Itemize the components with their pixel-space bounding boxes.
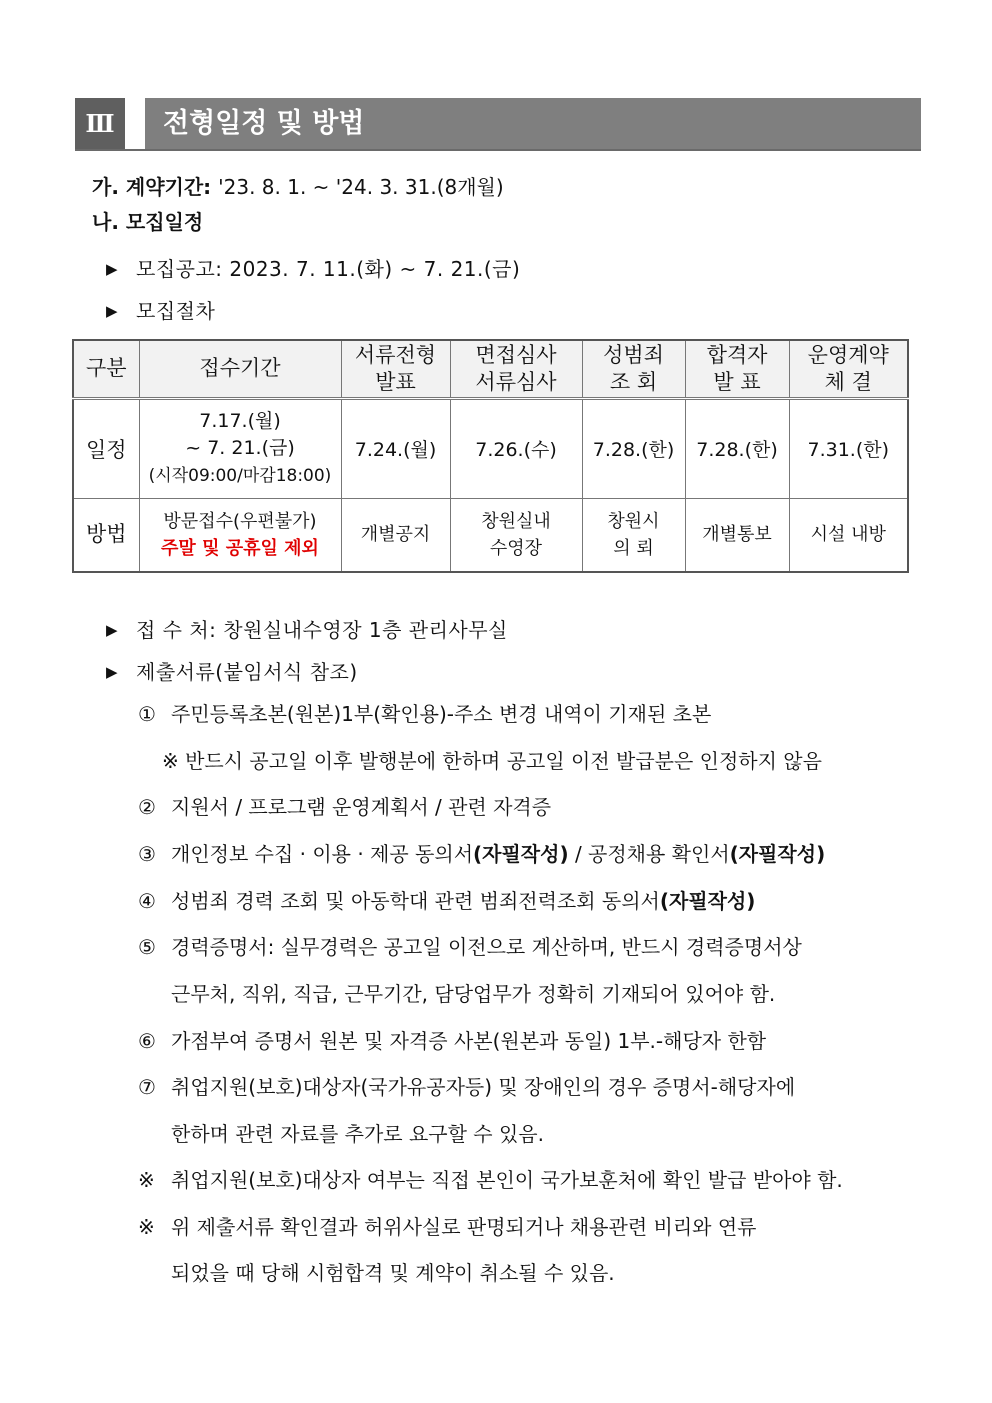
document-item-3: ③ 개인정보 수집 · 이용 · 제공 동의서(자필작성) / 공정채용 확인서(자필작성) — [138, 842, 826, 866]
header-period: 접수기간 — [139, 340, 341, 398]
procedure-bullet — [106, 295, 215, 324]
contract-period — [92, 171, 504, 200]
row-label-schedule: 일정 — [73, 398, 139, 498]
section-divider — [75, 149, 921, 151]
triangle-bullet-icon: ▶ — [106, 621, 119, 639]
header-doc-result: 서류전형 발표 — [341, 340, 450, 398]
document-item-1-note: ※ 반드시 공고일 이후 발행분에 한하며 공고일 이전 발급분은 인정하지 않음 — [162, 749, 822, 773]
document-item-6: ⑥ 가점부여 증명서 원본 및 자격증 사본(원본과 동일) 1부.-해당자 한함 — [138, 1029, 767, 1053]
documents-bullet — [106, 656, 358, 685]
announcement-text: 모집공고: 2023. 7. 11.(화) ~ 7. 21.(금) — [136, 257, 521, 281]
table-row-method — [73, 498, 908, 572]
schedule-table — [72, 339, 909, 573]
cell-crime-method: 창원시 의 뢰 — [582, 498, 685, 572]
document-item-5: ⑤ 경력증명서: 실무경력은 공고일 이전으로 계산하며, 반드시 경력증명서상 — [138, 935, 802, 959]
cell-pass-method: 개별통보 — [685, 498, 789, 572]
cell-doc-result-method: 개별공지 — [341, 498, 450, 572]
note-2: ※ 위 제출서류 확인결과 허위사실로 판명되거나 채용관련 비리와 연류 — [138, 1215, 757, 1239]
procedure-text: 모집절차 — [136, 299, 216, 323]
document-item-7-line2: 한하며 관련 자료를 추가로 요구할 수 있음. — [171, 1122, 544, 1146]
office-bullet — [106, 614, 508, 643]
contract-label: 가. 계약기간: — [92, 175, 212, 199]
header-interview: 면접심사 서류심사 — [450, 340, 582, 398]
cell-contract-method: 시설 내방 — [789, 498, 908, 572]
recruit-schedule-label: 나. 모집일정 — [92, 210, 204, 234]
row-label-method: 방법 — [73, 498, 139, 572]
cell-doc-result-date: 7.24.(월) — [341, 398, 450, 498]
document-item-5-line2: 근무처, 직위, 직급, 근무기간, 담당업무가 정확히 기재되어 있어야 함. — [171, 982, 776, 1006]
cell-period-schedule: 7.17.(월) ~ 7. 21.(금) (시작09:00/마감18:00) — [139, 398, 341, 498]
cell-pass-date: 7.28.(한) — [685, 398, 789, 498]
office-text: 접 수 처: 창원실내수영장 1층 관리사무실 — [136, 618, 508, 642]
note-1: ※ 취업지원(보호)대상자 여부는 직접 본인이 국가보훈처에 확인 발급 받아야 함. — [138, 1168, 843, 1192]
section-number: Ⅲ — [75, 98, 125, 149]
header-pass-announce: 합격자 발 표 — [685, 340, 789, 398]
cell-interview-date: 7.26.(수) — [450, 398, 582, 498]
section-title-bar — [145, 98, 921, 149]
triangle-bullet-icon: ▶ — [106, 260, 119, 278]
header-category: 구분 — [73, 340, 139, 398]
documents-text: 제출서류(붙임서식 참조) — [136, 660, 358, 684]
document-item-7: ⑦ 취업지원(보호)대상자(국가유공자등) 및 장애인의 경우 증명서-해당자에 — [138, 1075, 796, 1099]
document-item-1: ① 주민등록초본(원본)1부(확인용)-주소 변경 내역이 기재된 초본 — [138, 702, 712, 726]
section-title: 전형일정 및 방법 — [163, 108, 365, 139]
header-crime-check: 성범죄 조 회 — [582, 340, 685, 398]
document-item-4: ④ 성범죄 경력 조회 및 아동학대 관련 범죄전력조회 동의서(자필작성) — [138, 889, 756, 913]
table-header-row — [73, 340, 908, 398]
header-contract: 운영계약 체 결 — [789, 340, 908, 398]
triangle-bullet-icon: ▶ — [106, 663, 119, 681]
contract-value: '23. 8. 1. ~ '24. 3. 31.(8개월) — [218, 175, 504, 199]
document-item-2: ② 지원서 / 프로그램 운영계획서 / 관련 자격증 — [138, 795, 552, 819]
cell-interview-method: 창원실내 수영장 — [450, 498, 582, 572]
note-2-line2: 되었을 때 당해 시험합격 및 계약이 취소될 수 있음. — [171, 1261, 615, 1285]
cell-crime-date: 7.28.(한) — [582, 398, 685, 498]
triangle-bullet-icon: ▶ — [106, 302, 119, 320]
table-row-schedule — [73, 398, 908, 498]
cell-period-method: 방문접수(우편불가) 주말 및 공휴일 제외 — [139, 498, 341, 572]
announcement-bullet — [106, 253, 520, 282]
cell-contract-date: 7.31.(한) — [789, 398, 908, 498]
